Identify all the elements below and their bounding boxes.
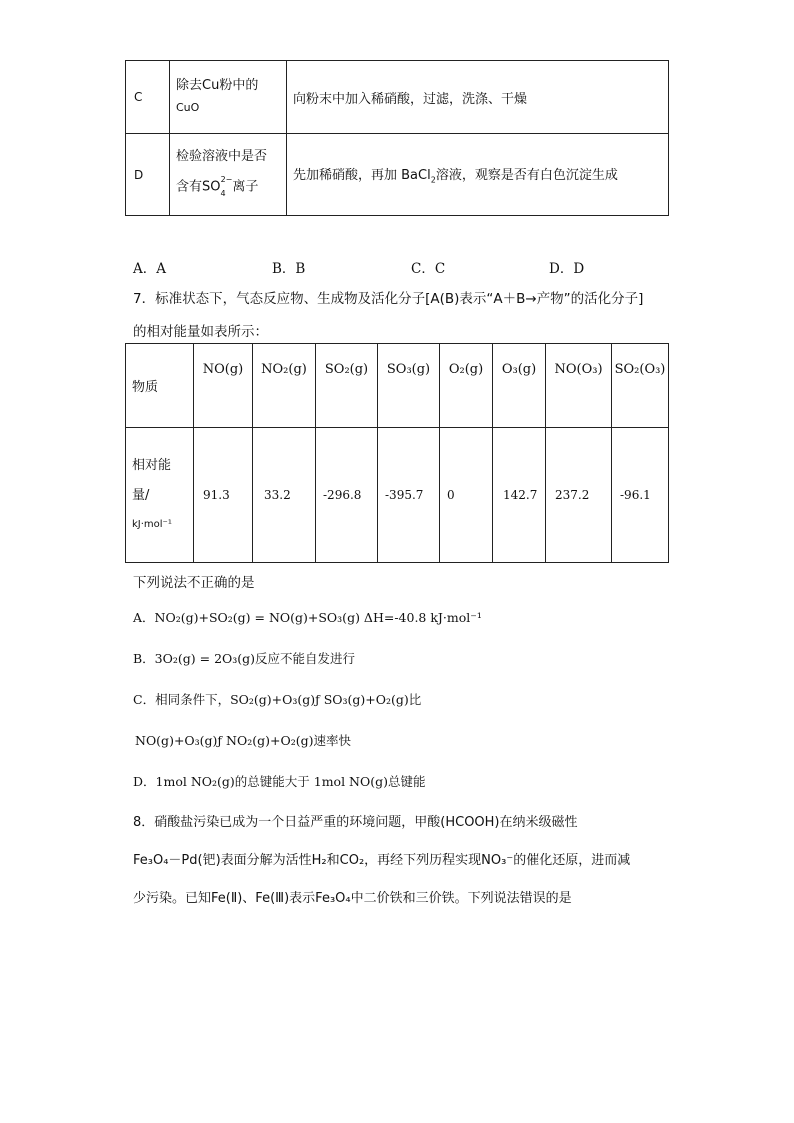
species-cell: SO₂(O₃) [612, 344, 669, 428]
species-cell: SO₂(g) [316, 344, 378, 428]
option-c[interactable]: C．相同条件下，SO₂(g)+O₃(g)ƒ SO₃(g)+O₂(g)比 [133, 692, 422, 707]
table-header-row [126, 344, 669, 428]
item-line: 含有$SO_4^{2-}$离子 [176, 175, 259, 198]
choice-a[interactable]: A．A [133, 261, 166, 277]
value-cell: 237.2 [546, 428, 612, 563]
value-cell: 142.7 [493, 428, 546, 563]
choice-d[interactable]: D．D [549, 261, 585, 277]
value-cell: -296.8 [316, 428, 378, 563]
top-options-table [125, 60, 669, 216]
value-cell: 91.3 [194, 428, 253, 563]
question-8-stem-cont: Fe₃O₄－Pd(钯)表面分解为活性H₂和CO₂，再经下列历程实现NO₃⁻的催化还原，进而减 [133, 853, 631, 868]
question-7-prompt: 下列说法不正确的是 [133, 575, 255, 591]
choice-b[interactable]: B．B [272, 261, 306, 277]
option-b[interactable]: B．3O₂(g) = 2O₃(g)反应不能自发进行 [133, 651, 356, 666]
table-row-c [126, 61, 669, 134]
item-line: 除去Cu粉中的 [176, 78, 259, 93]
option-cell: C [126, 61, 170, 134]
option-cell: D [126, 134, 170, 216]
item-cell [170, 134, 287, 216]
question-7-stem-cont: 的相对能量如表所示： [133, 324, 268, 340]
species-cell: NO₂(g) [253, 344, 316, 428]
item-line: CuO [176, 101, 200, 114]
species-cell: O₂(g) [440, 344, 493, 428]
value-cell: -395.7 [378, 428, 440, 563]
choice-c[interactable]: C．C [411, 261, 446, 277]
value-cell: -96.1 [612, 428, 669, 563]
method-cell: 向粉末中加入稀硝酸，过滤，洗涤、干燥 [287, 61, 669, 134]
method-cell: 先加稀硝酸，再加 BaCl$_2$溶液，观察是否有白色沉淀生成 [287, 134, 669, 216]
species-cell: O₃(g) [493, 344, 546, 428]
item-line: 检验溶液中是否 [176, 149, 268, 165]
species-cell: SO₃(g) [378, 344, 440, 428]
energy-table [125, 343, 669, 563]
question-8-stem: 8．硝酸盐污染已成为一个日益严重的环境问题，甲酸(HCOOH)在纳米级磁性 [133, 815, 578, 830]
value-cell: 33.2 [253, 428, 316, 563]
species-cell: NO(O₃) [546, 344, 612, 428]
question-7-stem: 7．标准状态下，气态反应物、生成物及活化分子[A(B)表示“A＋B→产物”的活化分子] [133, 291, 644, 307]
item-cell [170, 61, 287, 134]
option-c-cont: NO(g)+O₃(g)ƒ NO₂(g)+O₂(g)速率快 [135, 733, 351, 748]
energy-label: 相对能 量/ kJ·mol⁻¹ [126, 428, 194, 563]
option-d[interactable]: D．1mol NO₂(g)的总键能大于 1mol NO(g)总键能 [133, 774, 426, 789]
question-8-stem-cont: 少污染。已知Fe(Ⅱ)、Fe(Ⅲ)表示Fe₃O₄中二价铁和三价铁。下列说法错误的是 [133, 891, 572, 906]
table-values-row [126, 428, 669, 563]
option-a[interactable]: A．NO₂(g)+SO₂(g) = NO(g)+SO₃(g) ΔH=-40.8 kJ·mol⁻¹ [133, 610, 482, 625]
table-row-d [126, 134, 669, 216]
header-label: 物质 [126, 344, 194, 428]
value-cell: 0 [440, 428, 493, 563]
species-cell: NO(g) [194, 344, 253, 428]
